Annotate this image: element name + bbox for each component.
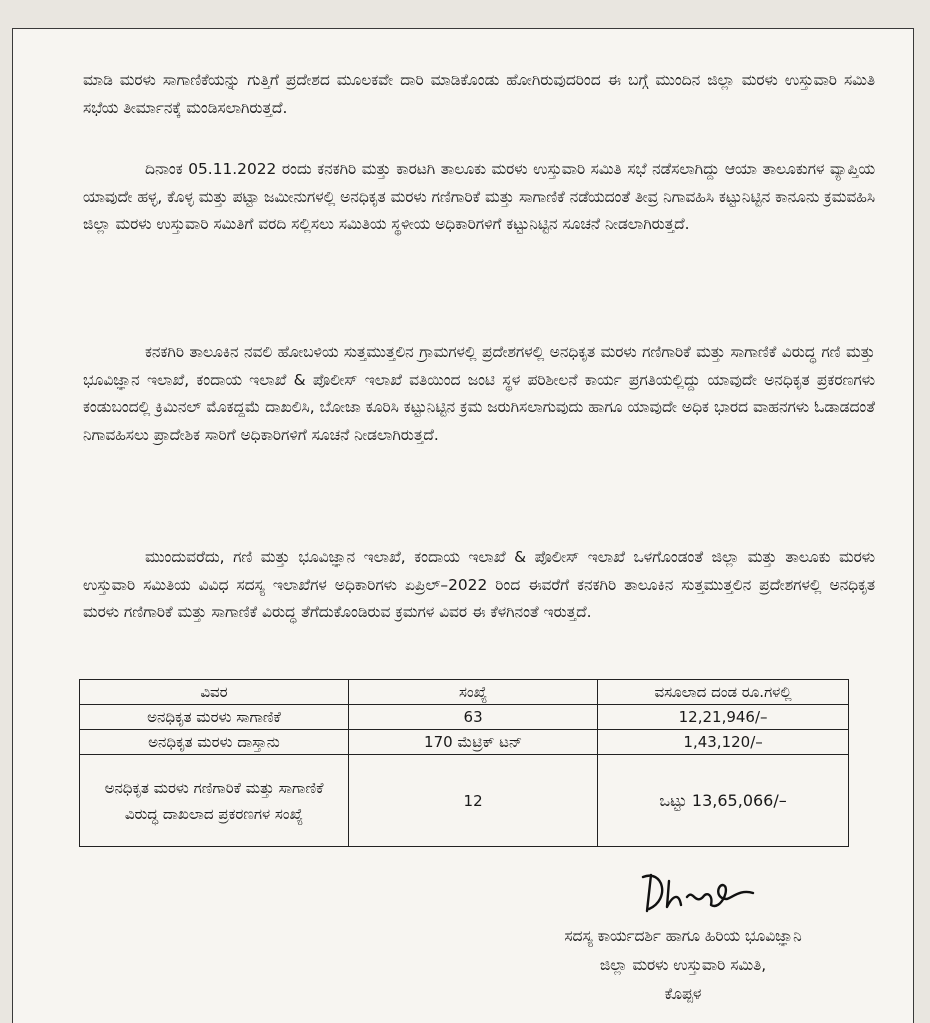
row-fine: 12,21,946/– bbox=[598, 705, 849, 730]
paragraph-4: ಮುಂದುವರೆದು, ಗಣಿ ಮತ್ತು ಭೂವಿಜ್ಞಾನ ಇಲಾಖೆ, ಕಂದಾಯ ಇಲಾಖೆ & ಪೊಲೀಸ್ ಇಲಾಖೆ ಒಳಗೊಂಡಂತೆ ಜಿಲ್ಲಾ ಮತ್ತು ತಾಲೂಕು ಮರಳು ಉಸ್ತುವಾರಿ ಸಮಿತಿಯ ವಿವಿಧ ಸದಸ್ಯ ಇಲಾಖೆಗಳ ಅಧಿಕಾರಿಗಳು ಏಪ್ರಿಲ್–2022 ರಿಂದ ಈವರೆಗೆ ಕನಕಗಿರಿ ತಾಲೂಕಿನ ಸುತ್ತಮುತ್ತಲಿನ ಪ್ರದೇಶಗಳಲ್ಲಿ ಅನಧಿಕೃತ ಮರಳು ಗಣಿಗಾರಿಕೆ ಮತ್ತು ಸಾಗಾಣಿಕೆ ವಿರುದ್ಧ ತೆಗೆದುಕೊಂಡಿರುವ ಕ್ರಮಗಳ ವಿವರ ಈ ಕೆಳಗಿನಂತೆ ಇರುತ್ತದೆ. bbox=[83, 548, 875, 621]
signatory-committee: ಜಿಲ್ಲಾ ಮರಳು ಉಸ್ತುವಾರಿ ಸಮಿತಿ, bbox=[599, 956, 767, 974]
row-detail: ಅನಧಿಕೃತ ಮರಳು ಸಾಗಾಣಿಕೆ bbox=[80, 705, 349, 730]
signatory-place: ಕೊಪ್ಪಳ bbox=[664, 985, 702, 1003]
row-count: 170 ಮೆಟ್ರಿಕ್ ಟನ್ bbox=[349, 730, 598, 755]
row-detail: ಅನಧಿಕೃತ ಮರಳು ಗಣಿಗಾರಿಕೆ ಮತ್ತು ಸಾಗಾಣಿಕೆ ವಿರುದ್ಧ ದಾಖಲಾದ ಪ್ರಕರಣಗಳ ಸಂಖ್ಯೆ bbox=[80, 755, 349, 847]
signatory-block bbox=[503, 922, 863, 1009]
header-fine: ವಸೂಲಾದ ದಂಡ ರೂ.ಗಳಲ್ಲಿ bbox=[598, 680, 849, 705]
table-row bbox=[80, 730, 849, 755]
table-row bbox=[80, 705, 849, 730]
row-fine-total: ಒಟ್ಟು 13,65,066/– bbox=[598, 755, 849, 847]
header-count: ಸಂಖ್ಯೆ bbox=[349, 680, 598, 705]
paragraph-1: ಮಾಡಿ ಮರಳು ಸಾಗಾಣಿಕೆಯನ್ನು ಗುತ್ತಿಗೆ ಪ್ರದೇಶದ ಮೂಲಕವೇ ದಾರಿ ಮಾಡಿಕೊಂಡು ಹೋಗಿರುವುದರಿಂದ ಈ ಬಗ್ಗೆ ಮುಂದಿನ ಜಿಲ್ಲಾ ಮರಳು ಉಸ್ತುವಾರಿ ಸಮಿತಿ ಸಭೆಯ ತೀರ್ಮಾನಕ್ಕೆ ಮಂಡಿಸಲಾಗಿರುತ್ತದೆ. bbox=[83, 71, 875, 117]
paragraph-3: ಕನಕಗಿರಿ ತಾಲೂಕಿನ ನವಲಿ ಹೋಬಳಿಯ ಸುತ್ತಮುತ್ತಲಿನ ಗ್ರಾಮಗಳಲ್ಲಿ ಪ್ರದೇಶಗಳಲ್ಲಿ ಅನಧಿಕೃತ ಮರಳು ಗಣಿಗಾರಿಕೆ ಮತ್ತು ಸಾಗಾಣಿಕೆ ವಿರುದ್ಧ ಗಣಿ ಮತ್ತು ಭೂವಿಜ್ಞಾನ ಇಲಾಖೆ, ಕಂದಾಯ ಇಲಾಖೆ & ಪೊಲೀಸ್ ಇಲಾಖೆ ವತಿಯಿಂದ ಜಂಟಿ ಸ್ಥಳ ಪರಿಶೀಲನೆ ಕಾರ್ಯ ಪ್ರಗತಿಯಲ್ಲಿದ್ದು ಯಾವುದೇ ಅನಧಿಕೃತ ಪ್ರಕರಣಗಳು ಕಂಡುಬಂದಲ್ಲಿ ಕ್ರಿಮಿನಲ್ ಮೊಕದ್ದಮೆ ದಾಖಲಿಸಿ, ಬೋಜಾ ಕೂರಿಸಿ ಕಟ್ಟುನಿಟ್ಟಿನ ಕ್ರಮ ಜರುಗಿಸಲಾಗುವುದು ಹಾಗೂ ಯಾವುದೇ ಅಧಿಕ ಭಾರದ ವಾಹನಗಳು ಓಡಾಡದಂತೆ ನಿಗಾವಹಿಸಲು ಪ್ರಾದೇಶಿಕ ಸಾರಿಗೆ ಅಧಿಕಾರಿಗಳಿಗೆ ಸೂಚನೆ ನೀಡಲಾಗಿರುತ್ತದೆ. bbox=[83, 343, 875, 444]
row-fine: 1,43,120/– bbox=[598, 730, 849, 755]
header-detail: ವಿವರ bbox=[80, 680, 349, 705]
signatory-designation: ಸದಸ್ಯ ಕಾರ್ಯದರ್ಶಿ ಹಾಗೂ ಹಿರಿಯ ಭೂವಿಜ್ಞಾನಿ bbox=[564, 927, 802, 945]
table-row bbox=[80, 755, 849, 847]
row-detail: ಅನಧಿಕೃತ ಮರಳು ದಾಸ್ತಾನು bbox=[80, 730, 349, 755]
table-header-row bbox=[80, 680, 849, 705]
sand-action-table bbox=[79, 679, 849, 847]
document-page bbox=[12, 28, 914, 1023]
row-count: 12 bbox=[349, 755, 598, 847]
paragraph-2: ದಿನಾಂಕ 05.11.2022 ರಂದು ಕನಕಗಿರಿ ಮತ್ತು ಕಾರಟಗಿ ತಾಲೂಕು ಮರಳು ಉಸ್ತುವಾರಿ ಸಮಿತಿ ಸಭೆ ನಡೆಸಲಾಗಿದ್ದು ಆಯಾ ತಾಲೂಕುಗಳ ವ್ಯಾಪ್ತಿಯ ಯಾವುದೇ ಹಳ್ಳ, ಕೊಳ್ಳ ಮತ್ತು ಪಟ್ಟಾ ಜಮೀನುಗಳಲ್ಲಿ ಅನಧಿಕೃತ ಮರಳು ಗಣಿಗಾರಿಕೆ ಮತ್ತು ಸಾಗಾಣಿಕೆ ನಡೆಯದಂತೆ ತೀವ್ರ ನಿಗಾವಹಿಸಿ ಕಟ್ಟುನಿಟ್ಟಿನ ಕಾನೂನು ಕ್ರಮವಹಿಸಿ ಜಿಲ್ಲಾ ಮರಳು ಉಸ್ತುವಾರಿ ಸಮಿತಿಗೆ ವರದಿ ಸಲ್ಲಿಸಲು ಸಮಿತಿಯ ಸ್ಥಳೀಯ ಅಧಿಕಾರಿಗಳಿಗೆ ಕಟ್ಟುನಿಟ್ಟಿನ ಸೂಚನೆ ನೀಡಲಾಗಿರುತ್ತದೆ. bbox=[83, 160, 875, 233]
handwritten-signature bbox=[623, 867, 783, 917]
row-count: 63 bbox=[349, 705, 598, 730]
